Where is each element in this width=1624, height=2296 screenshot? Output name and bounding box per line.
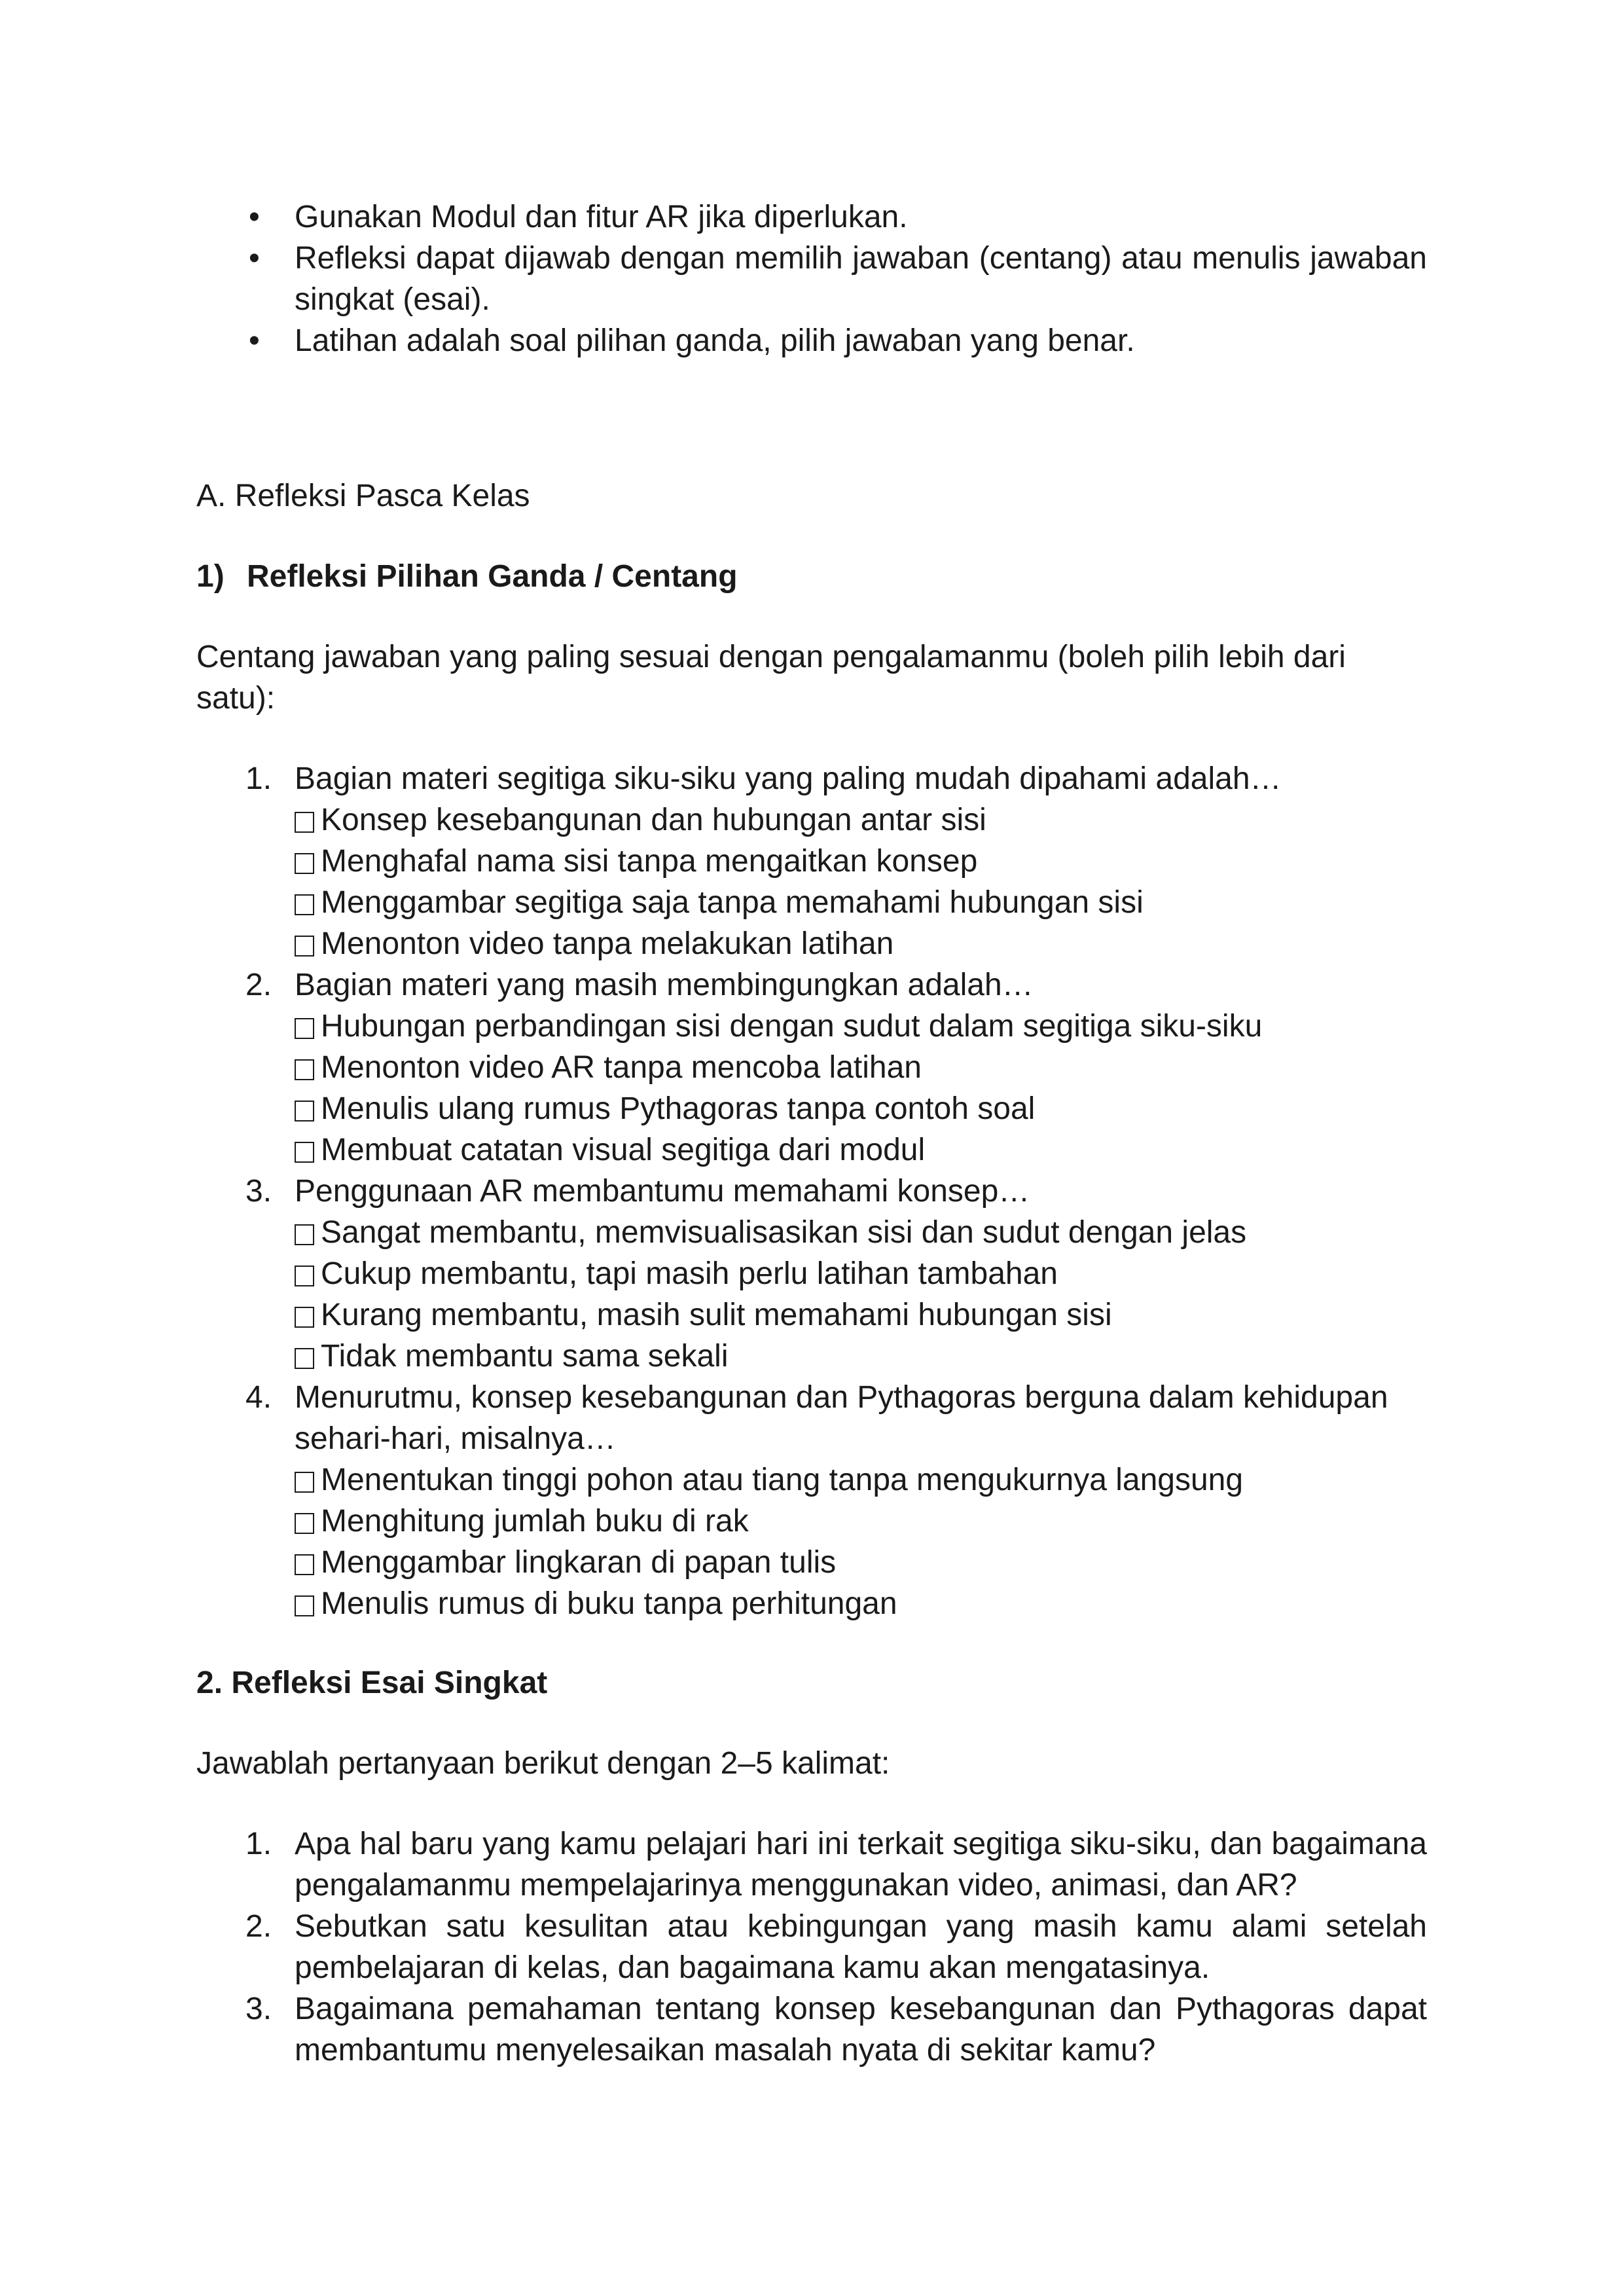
question-text: Sebutkan satu kesulitan atau kebingungan yang masih kamu alami setelah pembelajaran di kelas, dan bagaimana kamu akan mengatasinya. [295,1909,1427,1985]
checkbox-icon[interactable] [295,1142,314,1163]
option-text: Kurang membantu, masih sulit memahami hubungan sisi [321,1298,1112,1332]
option-item[interactable] [295,923,1427,964]
question-number: 3. [245,1174,272,1209]
heading-title: Refleksi Pilihan Ganda / Centang [247,559,738,594]
option-item[interactable] [295,1501,1427,1542]
multiple-choice-instruction: Centang jawaban yang paling sesuai dengan pengalamanmu (boleh pilih lebih dari satu): [196,640,1346,716]
question-number: 1. [245,761,272,796]
option-item[interactable] [295,1583,1427,1624]
checkbox-icon[interactable] [295,936,314,957]
option-text: Menonton video tanpa melakukan latihan [321,926,894,961]
option-item[interactable] [295,841,1427,882]
option-text: Menggambar segitiga saja tanpa memahami hubungan sisi [321,885,1144,920]
instruction-item [196,238,1427,320]
checkbox-icon[interactable] [295,812,314,833]
bullet-icon: • [249,323,260,358]
question-text: Bagian materi segitiga siku-siku yang paling mudah dipahami adalah… [295,761,1282,796]
question-number: 2. [245,968,272,1002]
option-list [295,799,1427,964]
heading-number: 1) [196,559,225,594]
instruction-text: Gunakan Modul dan fitur AR jika diperlukan. [295,200,908,234]
option-text: Konsep kesebangunan dan hubungan antar sisi [321,803,986,837]
checkbox-icon[interactable] [295,1595,314,1616]
option-list [295,1212,1427,1377]
checkbox-icon[interactable] [295,1513,314,1534]
option-item[interactable] [295,1253,1427,1294]
option-list [295,1006,1427,1171]
option-item[interactable] [295,1129,1427,1171]
option-text: Menggambar lingkaran di papan tulis [321,1545,837,1580]
checkbox-icon[interactable] [295,1059,314,1080]
question-text: Penggunaan AR membantumu memahami konsep… [295,1174,1030,1209]
checkbox-icon[interactable] [295,1266,314,1286]
essay-question-item [196,1906,1427,1988]
question-item [196,758,1427,964]
checkbox-icon[interactable] [295,1472,314,1493]
checkbox-icon[interactable] [295,853,314,874]
checkbox-icon[interactable] [295,894,314,915]
option-item[interactable] [295,1088,1427,1129]
instruction-text: Refleksi dapat dijawab dengan memilih jawaban (centang) atau menulis jawaban singkat (esai). [295,241,1427,317]
option-item[interactable] [295,1294,1427,1336]
essay-question-list [196,1823,1427,2071]
essay-instruction: Jawablah pertanyaan berikut dengan 2–5 kalimat: [196,1746,890,1781]
checkbox-icon[interactable] [295,1348,314,1369]
option-text: Menonton video AR tanpa mencoba latihan [321,1050,922,1085]
question-text: Menurutmu, konsep kesebangunan dan Pythagoras berguna dalam kehidupan sehari-hari, misalnya… [295,1380,1388,1456]
checkbox-icon[interactable] [295,1101,314,1121]
option-text: Tidak membantu sama sekali [321,1339,729,1374]
option-item[interactable] [295,1336,1427,1377]
option-text: Cukup membantu, tapi masih perlu latihan tambahan [321,1256,1058,1291]
checkbox-icon[interactable] [295,1307,314,1328]
question-item [196,964,1427,1171]
option-text: Sangat membantu, memvisualisasikan sisi dan sudut dengan jelas [321,1215,1247,1250]
option-text: Menghitung jumlah buku di rak [321,1504,749,1539]
option-item[interactable] [295,1047,1427,1088]
checkbox-icon[interactable] [295,1554,314,1575]
bullet-icon: • [249,241,260,276]
option-item[interactable] [295,1542,1427,1583]
option-item[interactable] [295,882,1427,923]
question-text: Bagaimana pemahaman tentang konsep kesebangunan dan Pythagoras dapat membantumu menyelesaikan masalah nyata di sekitar kamu? [295,1992,1427,2068]
option-list [295,1459,1427,1624]
option-text: Menulis ulang rumus Pythagoras tanpa contoh soal [321,1091,1036,1126]
question-text: Apa hal baru yang kamu pelajari hari ini terkait segitiga siku-siku, dan bagaimana pengalamanmu mempelajarinya menggunakan video, animasi, dan AR? [295,1827,1427,1903]
essay-heading: 2. Refleksi Esai Singkat [196,1666,548,1700]
question-number: 3. [245,1992,272,2026]
option-item[interactable] [295,1212,1427,1253]
instruction-list [196,196,1427,361]
option-item[interactable] [295,799,1427,841]
question-number: 4. [245,1380,272,1415]
instruction-text: Latihan adalah soal pilihan ganda, pilih jawaban yang benar. [295,323,1135,358]
option-text: Hubungan perbandingan sisi dengan sudut dalam segitiga siku-siku [321,1009,1263,1044]
instruction-item [196,320,1427,361]
checkbox-icon[interactable] [295,1018,314,1039]
bullet-icon: • [249,200,260,234]
option-text: Menulis rumus di buku tanpa perhitungan [321,1586,897,1621]
option-item[interactable] [295,1006,1427,1047]
option-text: Membuat catatan visual segitiga dari modul [321,1133,926,1167]
question-number: 2. [245,1909,272,1944]
section-label: A. Refleksi Pasca Kelas [196,479,530,513]
multiple-choice-list [196,758,1427,1624]
instruction-item [196,196,1427,238]
question-item [196,1377,1427,1624]
question-item [196,1171,1427,1377]
essay-question-item [196,1823,1427,1906]
checkbox-icon[interactable] [295,1224,314,1245]
option-text: Menentukan tinggi pohon atau tiang tanpa mengukurnya langsung [321,1463,1244,1497]
question-number: 1. [245,1827,272,1861]
question-text: Bagian materi yang masih membingungkan adalah… [295,968,1034,1002]
option-item[interactable] [295,1459,1427,1501]
option-text: Menghafal nama sisi tanpa mengaitkan konsep [321,844,978,879]
essay-question-item [196,1988,1427,2071]
document-page [196,196,1427,2071]
multiple-choice-heading [196,556,1427,597]
